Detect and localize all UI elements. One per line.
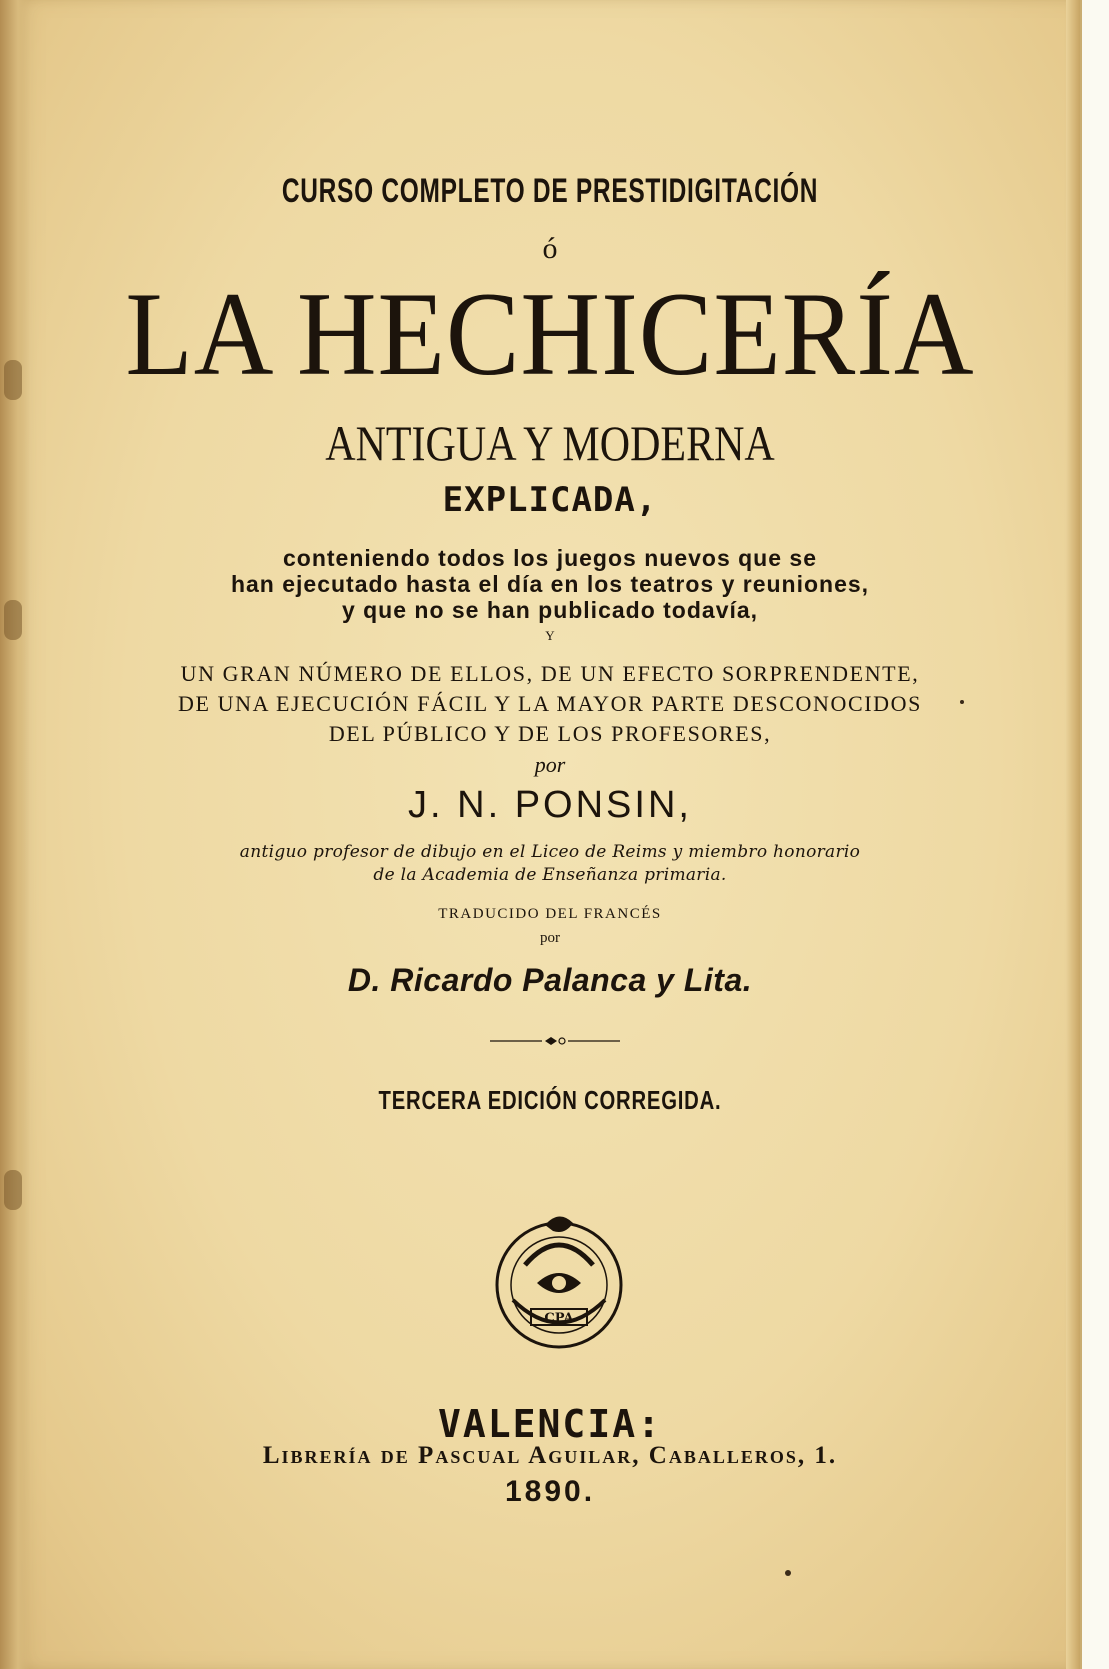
binding-thread xyxy=(4,360,22,400)
binding-thread xyxy=(4,1170,22,1210)
translated-label: TRADUCIDO DEL FRANCÉS xyxy=(438,906,662,922)
city: VALENCIA: xyxy=(438,1402,662,1446)
paper-speck xyxy=(960,700,964,704)
subtitle: ANTIGUA Y MODERNA xyxy=(325,415,775,471)
by-author: por xyxy=(534,752,566,777)
extra-line: DE UNA EJECUCIÓN FÁCIL Y LA MAYOR PARTE DESCONOCIDOS xyxy=(178,691,922,716)
publication-year: 1890. xyxy=(504,1475,596,1508)
printer-mark-emblem xyxy=(485,1205,633,1353)
series-title: CURSO COMPLETO DE PRESTIDIGITACIÓN xyxy=(281,172,819,210)
publisher: Librería de Pascual Aguilar, Caballeros, 1. xyxy=(262,1442,838,1469)
explained-line: EXPLICADA, xyxy=(442,480,658,520)
extra-line: UN GRAN NÚMERO DE ELLOS, DE UN EFECTO SORPRENDENTE, xyxy=(180,661,920,686)
paper-speck xyxy=(785,1570,791,1576)
edition-line: TERCERA EDICIÓN CORREGIDA. xyxy=(378,1085,722,1115)
ornament-divider xyxy=(490,1034,620,1048)
author-credentials: antiguo profesor de dibujo en el Liceo de Reims y miembro honorario xyxy=(239,842,861,862)
conjunction: ó xyxy=(542,232,558,265)
printer-mark-letters: CPA xyxy=(544,1311,574,1326)
title-page-content xyxy=(30,0,1070,1669)
main-title: LA HECHICERÍA xyxy=(125,267,975,400)
description-line: y que no se han publicado todavía, xyxy=(341,597,759,623)
author-name: J. N. PONSIN, xyxy=(408,784,692,826)
by-translator: por xyxy=(540,930,560,946)
binding-thread xyxy=(4,600,22,640)
extra-line: DEL PÚBLICO Y DE LOS PROFESORES, xyxy=(328,721,772,746)
author-credentials: de la Academia de Enseñanza primaria. xyxy=(373,865,727,885)
description-line: han ejecutado hasta el día en los teatros y reuniones, xyxy=(230,571,870,597)
book-spine xyxy=(0,0,30,1669)
description-line: conteniendo todos los juegos nuevos que se xyxy=(282,545,817,571)
translator-name: D. Ricardo Palanca y Lita. xyxy=(347,962,753,998)
and-conjunction: Y xyxy=(545,628,555,643)
